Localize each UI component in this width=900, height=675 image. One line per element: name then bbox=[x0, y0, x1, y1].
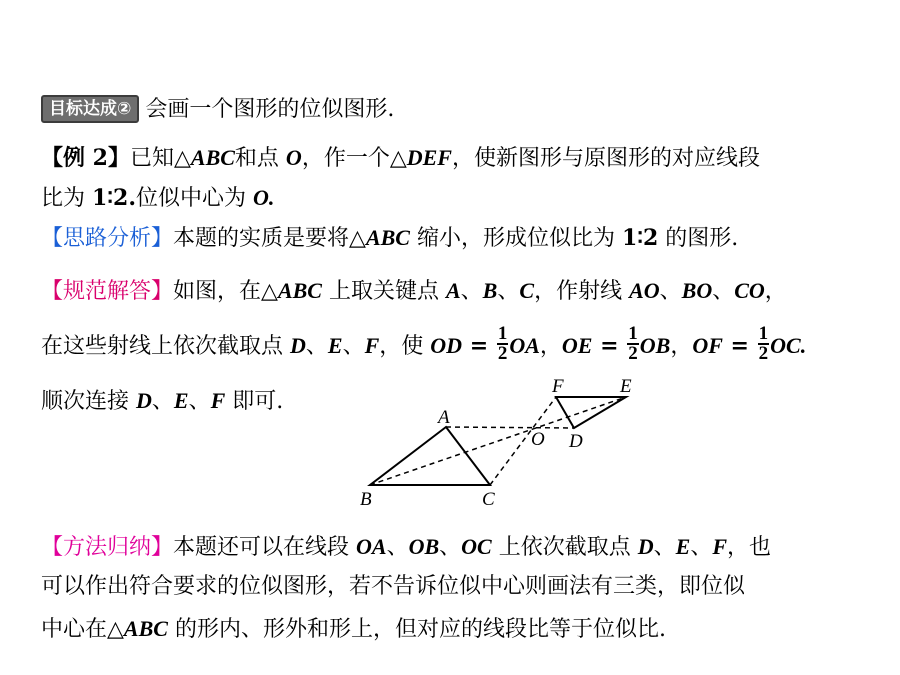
label-c: C bbox=[482, 489, 495, 510]
goal-badge: 目标达成② bbox=[41, 95, 139, 123]
solution-text: ，作射线 bbox=[534, 279, 630, 304]
solution-text: 顺次连接 bbox=[41, 389, 136, 414]
point-c: C bbox=[519, 278, 535, 303]
analysis-text: 的图形. bbox=[658, 226, 739, 251]
solution-text: ，使 bbox=[379, 334, 431, 359]
homothety-figure bbox=[350, 375, 650, 515]
goal-text: 会画一个图形的位似图形. bbox=[145, 97, 395, 122]
separator: 、 bbox=[305, 334, 328, 359]
separator: 、 bbox=[188, 389, 211, 414]
point-o: O bbox=[285, 145, 302, 170]
fraction-half bbox=[758, 325, 770, 363]
method-text: 可以作出符合要求的位似图形，若不告诉位似中心则画法有三类，即位似 bbox=[41, 574, 746, 599]
fraction-numerator: 1 bbox=[758, 323, 769, 344]
segment-od: OD bbox=[430, 333, 463, 358]
analysis-line bbox=[41, 223, 738, 254]
fraction-denominator: 2 bbox=[497, 343, 508, 364]
point-a: A bbox=[445, 278, 461, 303]
triangle-def-shape bbox=[556, 397, 626, 428]
separator: 、 bbox=[460, 279, 483, 304]
example-line-1 bbox=[41, 143, 760, 174]
solution-label: 【规范解答】 bbox=[41, 279, 174, 304]
separator: 、 bbox=[712, 279, 735, 304]
point-e: E bbox=[327, 333, 343, 358]
label-o: O bbox=[531, 429, 545, 450]
solution-line-1 bbox=[41, 276, 787, 307]
solution-text: 即可. bbox=[225, 389, 284, 414]
separator: 、 bbox=[386, 535, 409, 560]
method-label: 【方法归纳】 bbox=[41, 535, 174, 560]
method-line-2 bbox=[41, 572, 745, 602]
point-d: D bbox=[637, 534, 654, 559]
separator: 、 bbox=[690, 535, 713, 560]
equals-sign: = bbox=[592, 333, 627, 359]
example-line-2 bbox=[41, 183, 274, 214]
equals-sign: = bbox=[462, 333, 496, 359]
triangle-abc: ABC bbox=[123, 616, 168, 641]
separator: ， bbox=[764, 279, 787, 304]
ray-bo-line bbox=[370, 397, 626, 485]
solution-text: 如图，在△ bbox=[173, 279, 278, 304]
example-label: 【例 2】 bbox=[41, 145, 130, 171]
point-f: F bbox=[210, 388, 226, 413]
triangle-abc: ABC bbox=[277, 278, 322, 303]
separator: 、 bbox=[659, 279, 682, 304]
segment-oe: OE bbox=[561, 333, 593, 358]
segment-ob: OB bbox=[639, 333, 671, 358]
point-f: F bbox=[364, 333, 380, 358]
label-e: E bbox=[620, 376, 632, 397]
fraction-numerator: 1 bbox=[628, 323, 638, 344]
point-o: O. bbox=[253, 185, 275, 210]
segment-ob: OB bbox=[408, 534, 440, 559]
label-d: D bbox=[569, 431, 583, 452]
example-text: 比为 bbox=[41, 186, 92, 211]
label-f: F bbox=[552, 376, 564, 397]
ratio: 1∶2. bbox=[92, 185, 136, 211]
example-text: ，作一个△ bbox=[301, 146, 407, 171]
separator: ， bbox=[670, 334, 693, 359]
label-a: A bbox=[438, 407, 450, 428]
method-line-1 bbox=[41, 532, 771, 563]
separator: 、 bbox=[653, 535, 676, 560]
method-text: ，也 bbox=[727, 535, 772, 560]
ray-ao: AO bbox=[629, 278, 660, 303]
fraction-denominator: 2 bbox=[628, 343, 638, 364]
analysis-text: 本题的实质是要将△ bbox=[173, 226, 366, 251]
method-text: 中心在△ bbox=[41, 617, 124, 642]
ray-co: CO bbox=[734, 278, 765, 303]
method-text: 本题还可以在线段 bbox=[173, 535, 357, 560]
ray-bo: BO bbox=[681, 278, 713, 303]
point-e: E bbox=[675, 534, 691, 559]
example-text: 已知△ bbox=[129, 146, 191, 171]
example-text: ，使新图形与原图形的对应线段 bbox=[451, 146, 760, 171]
separator: 、 bbox=[439, 535, 462, 560]
label-b: B bbox=[360, 489, 372, 510]
segment-oc: OC bbox=[461, 534, 492, 559]
separator: 、 bbox=[497, 279, 520, 304]
triangle-def: DEF bbox=[406, 145, 452, 170]
segment-of: OF bbox=[692, 333, 723, 358]
point-d: D bbox=[290, 333, 306, 358]
ray-ao-line bbox=[446, 427, 574, 428]
method-text: 的形内、形外和形上，但对应的线段比等于位似比. bbox=[167, 617, 666, 642]
analysis-label: 【思路分析】 bbox=[41, 226, 174, 251]
segment-oc: OC. bbox=[770, 333, 807, 358]
ratio: 1∶2 bbox=[621, 225, 659, 251]
fraction-denominator: 2 bbox=[758, 343, 769, 364]
solution-text: 上取关键点 bbox=[321, 279, 446, 304]
triangle-abc: ABC bbox=[365, 225, 410, 250]
separator: ， bbox=[539, 334, 562, 359]
triangle-abc-shape bbox=[370, 427, 490, 485]
fraction-numerator: 1 bbox=[497, 323, 508, 344]
segment-oa: OA bbox=[356, 534, 387, 559]
fraction-half bbox=[497, 325, 509, 363]
separator: 、 bbox=[342, 334, 365, 359]
analysis-text: 缩小，形成位似比为 bbox=[409, 226, 622, 251]
solution-line-3 bbox=[41, 386, 283, 417]
triangle-abc: ABC bbox=[190, 145, 235, 170]
point-f: F bbox=[712, 534, 728, 559]
example-text: 和点 bbox=[234, 146, 286, 171]
point-e: E bbox=[173, 388, 189, 413]
segment-oa: OA bbox=[509, 333, 540, 358]
goal-line bbox=[41, 95, 394, 125]
method-line-3 bbox=[41, 614, 666, 645]
solution-text: 在这些射线上依次截取点 bbox=[41, 334, 290, 359]
solution-line-2 bbox=[41, 323, 807, 366]
point-d: D bbox=[136, 388, 152, 413]
method-text: 上依次截取点 bbox=[491, 535, 638, 560]
separator: 、 bbox=[151, 389, 174, 414]
equals-sign: = bbox=[722, 333, 757, 359]
point-b: B bbox=[482, 278, 498, 303]
example-text: 位似中心为 bbox=[136, 186, 253, 211]
fraction-half bbox=[627, 325, 639, 363]
